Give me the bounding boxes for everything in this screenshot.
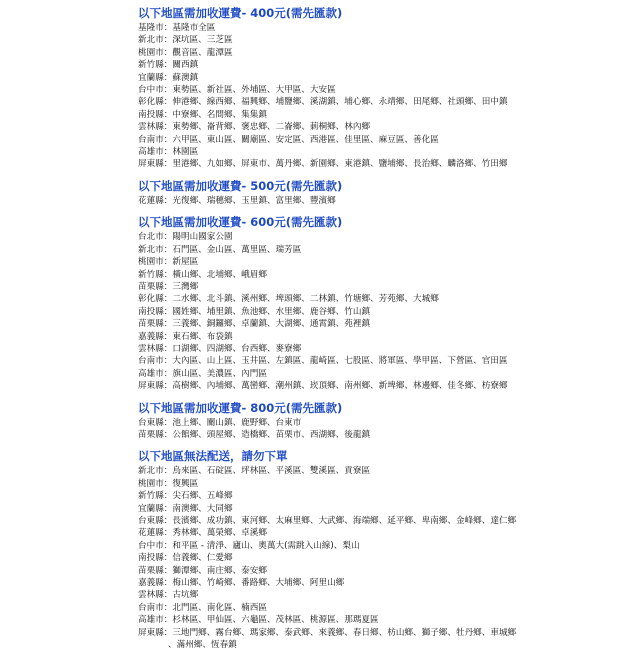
area-list: 烏來區、石碇區、坪林區、平溪區、雙溪區、貢寮區 [172, 466, 371, 477]
area-row [138, 195, 634, 207]
area-list: 二水鄉、北斗鎮、溪州鄉、埤頭鄉、二林鎮、竹塘鄉、芳苑鄉、大城鄉 [172, 294, 439, 305]
area-list: 南澳鄉、大同鄉 [172, 503, 233, 514]
area-list: 伸港鄉、線西鄉、福興鄉、埔鹽鄉、溪湖鎮、埔心鄉、永靖鄉、田尾鄉、社頭鄉、田中鎮 [172, 97, 508, 108]
area-list: 梅山鄉、竹崎鄉、番路鄉、大埔鄉、阿里山鄉 [172, 578, 345, 589]
county-label: 苗栗縣： [138, 281, 173, 292]
area-row [138, 47, 634, 59]
fee-section [138, 215, 634, 392]
area-list: 陽明山國家公園 [172, 232, 233, 243]
area-list: 大內區、山上區、玉井區、左鎮區、龍崎區、七股區、將軍區、學甲區、下營區、官田區 [172, 356, 508, 367]
county-label: 桃園市： [138, 257, 173, 268]
area-list: 公館鄉、頭屋鄉、造橋鄉、苗栗市、西湖鄉、後龍鎮 [172, 429, 371, 440]
county-label: 台南市： [138, 602, 173, 613]
area-list: 獅潭鄉、南庄鄉、泰安鄉 [172, 565, 267, 576]
county-label: 台南市： [138, 134, 173, 145]
area-list: 秀林鄉、萬榮鄉、卓溪鄉 [172, 528, 267, 539]
area-list: 中寮鄉、名間鄉、集集鎮 [172, 109, 267, 120]
area-list: 旗山區、美濃區、內門區 [172, 368, 267, 379]
county-label: 高雄市： [138, 368, 173, 379]
area-row [138, 306, 634, 318]
area-row [138, 84, 634, 96]
area-list: 復興區 [172, 478, 199, 489]
area-row [138, 589, 634, 601]
area-list: 北門區、南化區、楠西區 [172, 602, 267, 613]
area-row [138, 146, 634, 158]
county-label: 雲林縣： [138, 122, 173, 133]
county-label: 苗栗縣： [138, 429, 173, 440]
area-row [138, 269, 634, 281]
area-row [138, 96, 634, 108]
area-list: 和平區 - 清淨、廬山、奧萬大(需跳入山線)、梨山 [172, 540, 360, 551]
county-label: 新北市： [138, 466, 173, 477]
area-list: 、滿州鄉、恆春鎮 [168, 640, 237, 651]
area-list: 深坑區、三芝區 [172, 35, 233, 46]
area-row [138, 22, 634, 34]
area-row [138, 121, 634, 133]
area-list: 高樹鄉、內埔鄉、萬巒鄉、潮州鎮、崁頂鄉、南州鄉、新埤鄉、林邊鄉、佳冬鄉、枋寮鄉 [172, 381, 508, 392]
county-label: 台北市： [138, 232, 173, 243]
area-list: 東勢鄉、崙背鄉、褒忠鄉、二崙鄉、莿桐鄉、林內鄉 [172, 122, 371, 133]
shipping-fee-document [138, 6, 634, 659]
area-row [138, 368, 634, 380]
county-label: 宜蘭縣： [138, 503, 173, 514]
fee-section [138, 401, 634, 442]
area-list: 池上鄉、關山鎮、鹿野鄉、台東市 [172, 417, 302, 428]
county-label: 苗栗縣： [138, 319, 173, 330]
county-label: 嘉義縣： [138, 331, 173, 342]
area-list: 三地門鄉、霧台鄉、瑪家鄉、泰武鄉、來義鄉、春日鄉、枋山鄉、獅子鄉、牡丹鄉、車城鄉 [172, 627, 517, 638]
area-row [138, 417, 634, 429]
county-label: 彰化縣： [138, 294, 173, 305]
area-list: 蘇澳鎮 [172, 72, 199, 83]
county-label: 宜蘭縣： [138, 72, 173, 83]
county-label: 南投縣： [138, 109, 173, 120]
area-list: 新屋區 [172, 257, 199, 268]
section-heading: 以下地區需加收運費- 400元(需先匯款) [138, 6, 343, 20]
county-label: 台中市： [138, 540, 173, 551]
section-heading: 以下地區無法配送，請勿下單 [138, 449, 288, 464]
area-list: 長濱鄉、成功鎮、東河鄉、太麻里鄉、大武鄉、海端鄉、延平鄉、卑南鄉、金峰鄉、達仁鄉 [172, 516, 517, 526]
county-label: 台南市： [138, 356, 173, 367]
area-row [138, 540, 634, 552]
county-label: 屏東縣： [138, 627, 173, 638]
area-row [138, 331, 634, 343]
county-label: 基隆市： [138, 23, 173, 33]
county-label: 桃園市： [138, 47, 173, 58]
fee-section [138, 449, 634, 651]
area-list: 口湖鄉、四湖鄉、台西鄉、麥寮鄉 [172, 343, 302, 354]
area-list: 觀音區、龍潭區 [172, 47, 233, 58]
county-label: 桃園市： [138, 478, 173, 489]
area-row [138, 318, 634, 330]
area-row [138, 343, 634, 355]
area-row [138, 244, 634, 256]
county-label: 高雄市： [138, 615, 173, 626]
area-list: 石門區、金山區、萬里區、瑞芳區 [172, 244, 302, 255]
area-row [138, 134, 634, 146]
area-list: 東勢區、新社區、外埔區、大甲區、大安區 [172, 85, 336, 96]
area-list: 里港鄉、九如鄉、屏東市、萬丹鄉、新園鄉、東港鎮、鹽埔鄉、長治鄉、麟洛鄉、竹田鄉 [172, 159, 508, 170]
area-row [138, 281, 634, 293]
county-label: 台東縣： [138, 516, 173, 526]
county-label: 新竹縣： [138, 269, 173, 280]
county-label: 雲林縣： [138, 590, 173, 601]
county-label: 高雄市： [138, 147, 173, 158]
area-row [138, 158, 634, 170]
area-row [138, 465, 634, 477]
area-list: 三灣鄉 [172, 281, 199, 292]
area-list: 古坑鄉 [172, 590, 199, 601]
county-label: 屏東縣： [138, 381, 173, 392]
county-label: 新北市： [138, 35, 173, 46]
section-heading: 以下地區需加收運費- 600元(需先匯款) [138, 215, 343, 230]
area-row [138, 577, 634, 589]
area-list: 林園區 [172, 147, 199, 158]
area-row [138, 34, 634, 46]
area-row [138, 602, 634, 614]
fee-section [138, 179, 634, 207]
area-row [138, 490, 634, 502]
area-list: 尖石鄉、五峰鄉 [172, 491, 233, 502]
area-row [138, 552, 634, 564]
area-row [138, 478, 634, 490]
county-label: 新竹縣： [138, 60, 173, 71]
county-label: 南投縣： [138, 553, 173, 564]
county-label: 新竹縣： [138, 491, 173, 502]
area-list: 三義鄉、銅鑼鄉、卓蘭鎮、大湖鄉、通霄鎮、苑裡鎮 [172, 319, 371, 330]
area-list: 六甲區、東山區、關廟區、安定區、西港區、佳里區、麻豆區、善化區 [172, 134, 439, 145]
county-label: 新北市： [138, 244, 173, 255]
area-list: 杉林區、甲仙區、六龜區、茂林區、桃源區、那瑪夏區 [172, 615, 379, 626]
area-row-continuation [138, 639, 634, 651]
section-heading: 以下地區需加收運費- 800元(需先匯款) [138, 400, 343, 415]
area-row [138, 231, 634, 243]
area-row [138, 429, 634, 441]
county-label: 彰化縣： [138, 97, 173, 108]
fee-section [138, 6, 634, 171]
area-list: 國姓鄉、埔里鎮、魚池鄉、水里鄉、鹿谷鄉、竹山鎮 [172, 306, 371, 317]
area-row [138, 256, 634, 268]
area-row [138, 293, 634, 305]
county-label: 苗栗縣： [138, 565, 173, 576]
area-row [138, 614, 634, 626]
area-list: 東石鄉、布袋鎮 [172, 331, 233, 342]
area-row [138, 565, 634, 577]
area-row [138, 527, 634, 539]
county-label: 屏東縣： [138, 159, 173, 170]
area-list: 信義鄉、仁愛鄉 [172, 553, 233, 564]
area-row [138, 627, 634, 639]
area-row [138, 515, 634, 527]
area-row [138, 355, 634, 367]
county-label: 雲林縣： [138, 343, 173, 354]
area-list: 橫山鄉、北埔鄉、峨眉鄉 [172, 269, 267, 280]
area-list: 光復鄉、瑞穗鄉、玉里鎮、富里鄉、豐濱鄉 [172, 195, 336, 206]
area-list: 基隆市全區 [172, 23, 216, 33]
area-row [138, 380, 634, 392]
area-row [138, 72, 634, 84]
area-row [138, 59, 634, 71]
area-row [138, 109, 634, 121]
area-row [138, 503, 634, 515]
county-label: 花蓮縣： [138, 195, 173, 206]
county-label: 花蓮縣： [138, 528, 173, 539]
county-label: 台中市： [138, 85, 173, 96]
county-label: 嘉義縣： [138, 578, 173, 589]
area-list: 關西鎮 [172, 60, 199, 71]
county-label: 南投縣： [138, 306, 173, 317]
county-label: 台東縣： [138, 417, 173, 428]
section-heading: 以下地區需加收運費- 500元(需先匯款) [138, 178, 343, 193]
